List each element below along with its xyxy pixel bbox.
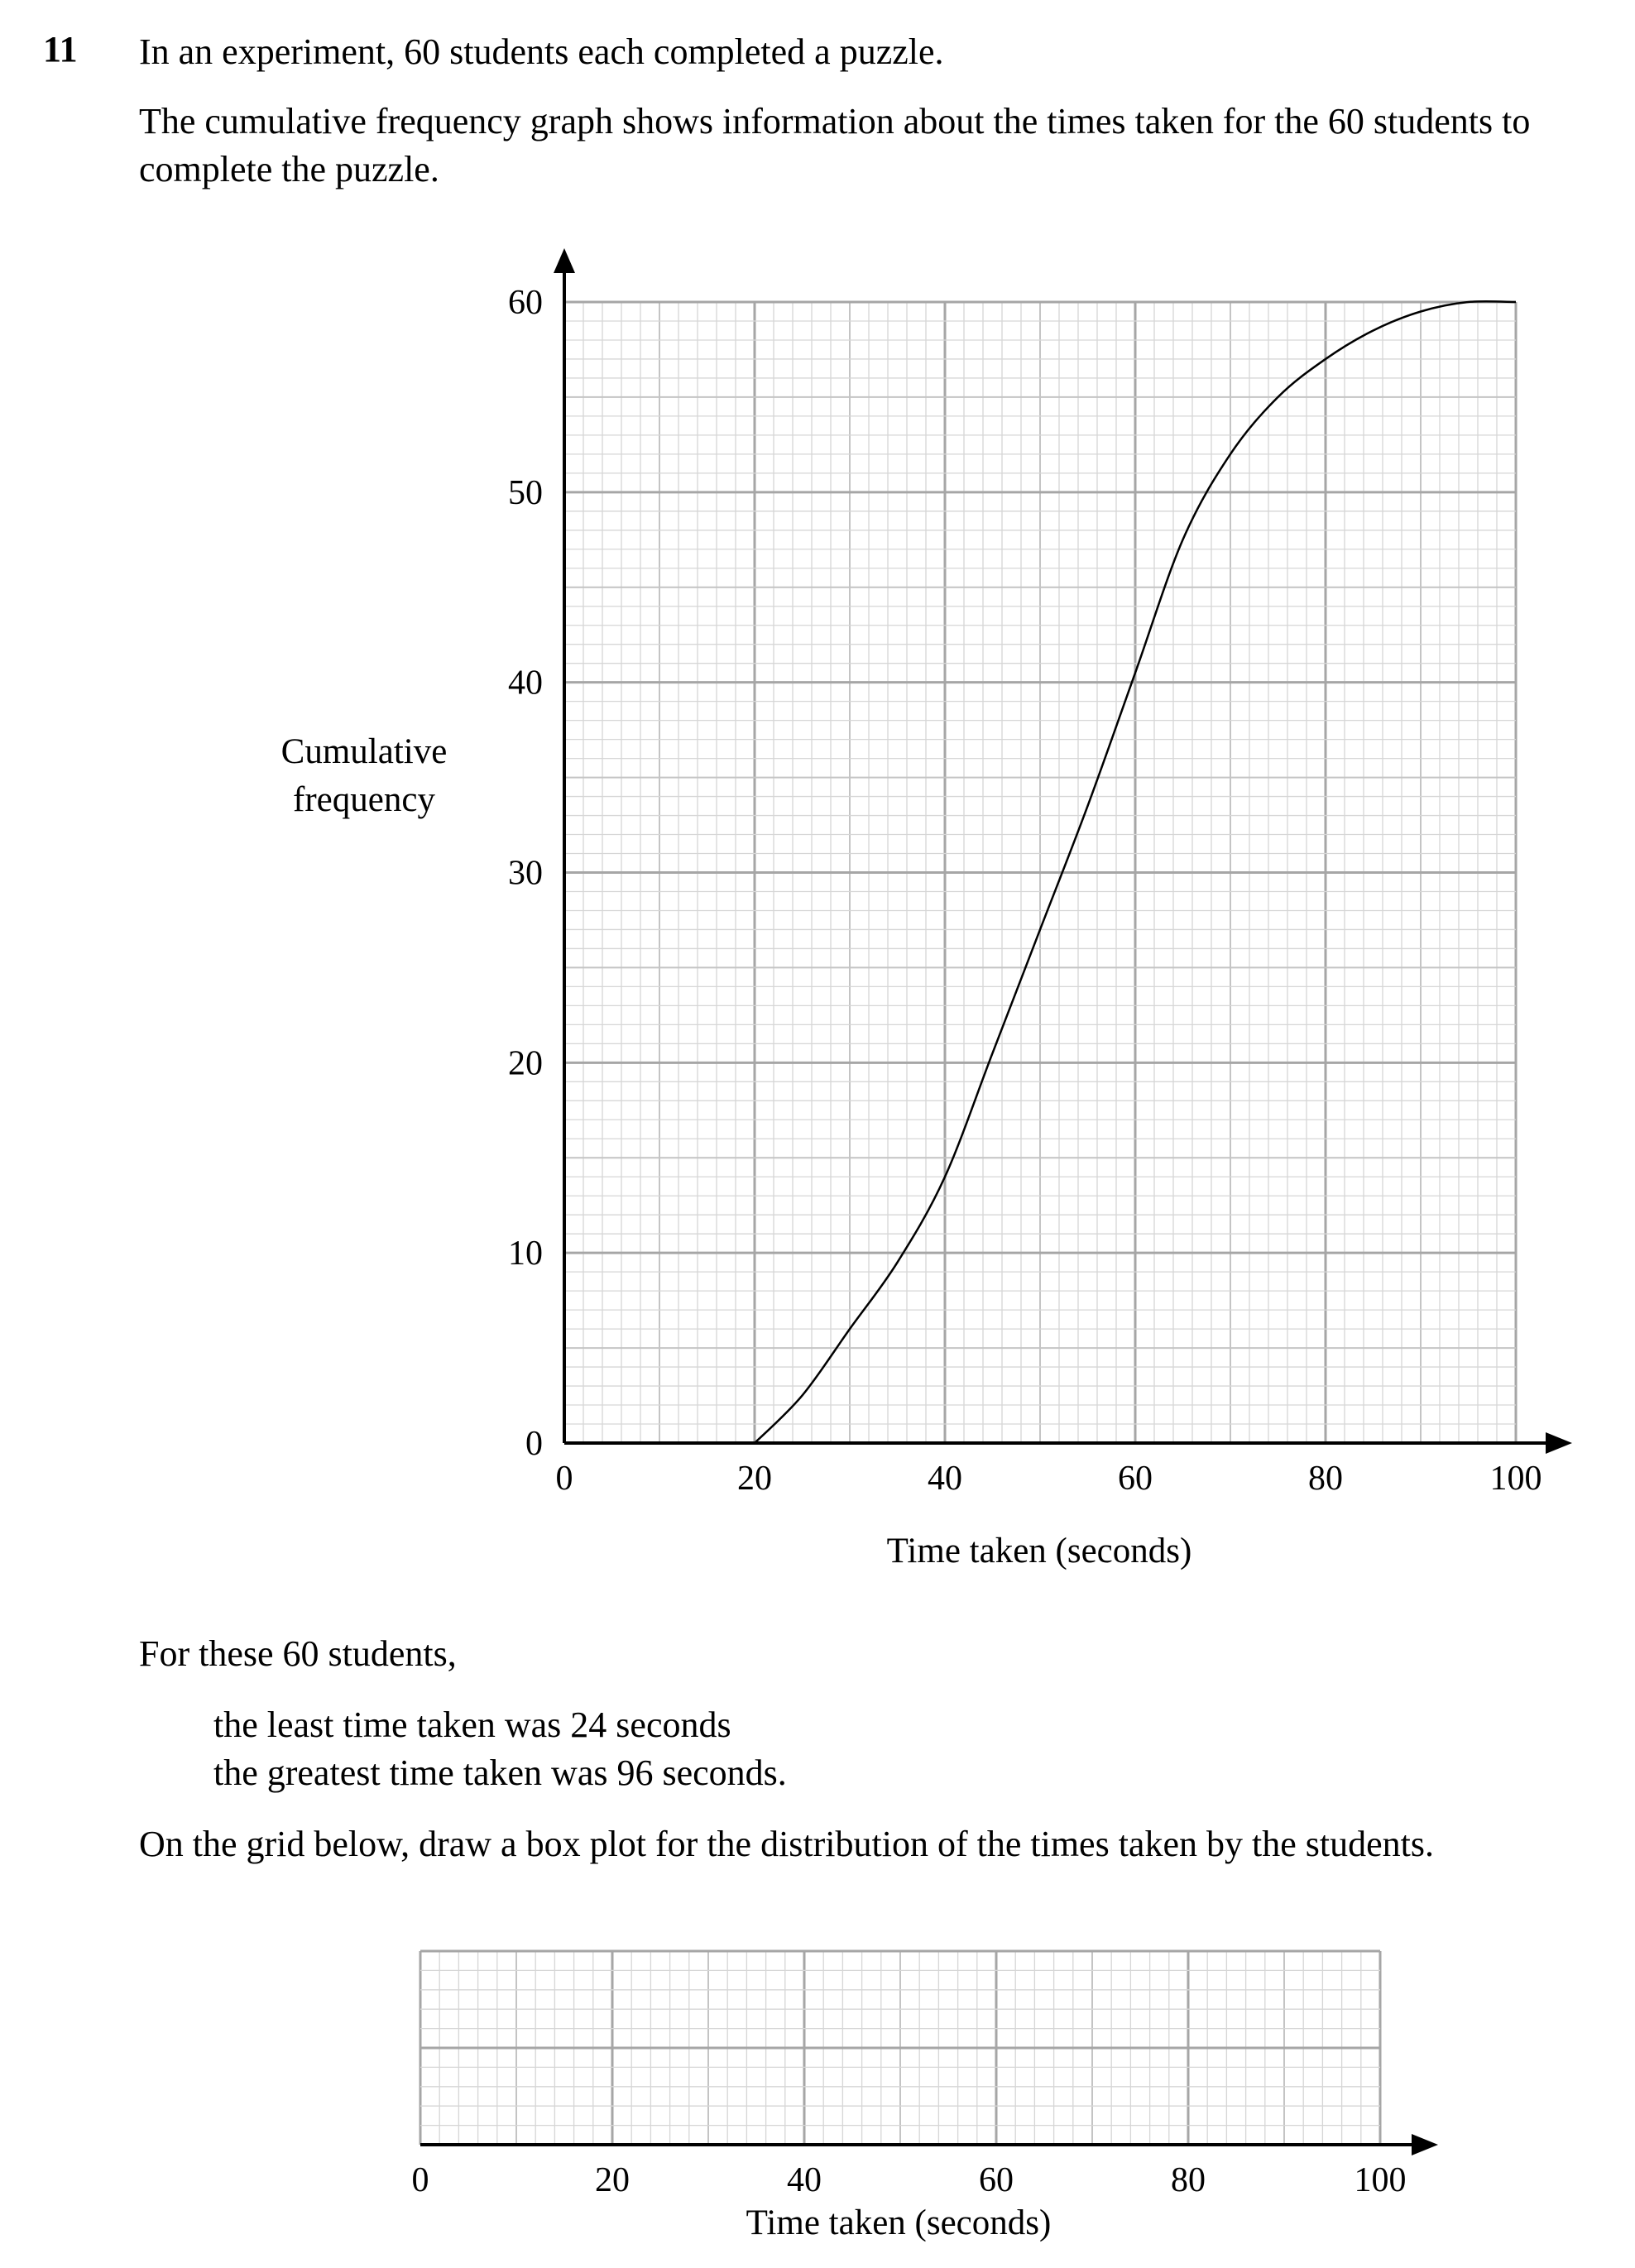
cf-xtick-label: 100 bbox=[1489, 1460, 1542, 1498]
cf-y-axis-arrow bbox=[554, 248, 575, 273]
cf-ylabel-line1: Cumulative bbox=[280, 732, 448, 771]
question-intro: In an experiment, 60 students each completed a puzzle. bbox=[139, 31, 944, 72]
bp-xtick-label: 0 bbox=[411, 2161, 429, 2199]
cf-ytick-label: 0 bbox=[525, 1425, 543, 1463]
cf-tick-labels bbox=[508, 284, 1542, 1498]
cf-x-axis-arrow bbox=[1546, 1432, 1572, 1454]
bp-grid bbox=[420, 1951, 1380, 2145]
for-these-text: For these 60 students, bbox=[139, 1633, 457, 1674]
cf-grid bbox=[564, 302, 1516, 1443]
bp-xtick-label: 80 bbox=[1171, 2161, 1206, 2199]
bp-axes bbox=[420, 2134, 1438, 2155]
bp-xtick-label: 40 bbox=[787, 2161, 822, 2199]
bp-xtick-label: 100 bbox=[1354, 2161, 1407, 2199]
question-number: 11 bbox=[43, 29, 78, 70]
cf-xtick-label: 20 bbox=[737, 1460, 772, 1498]
least-time-text: the least time taken was 24 seconds bbox=[213, 1705, 731, 1745]
cf-axes bbox=[554, 248, 1572, 1454]
cf-ytick-label: 50 bbox=[508, 473, 543, 512]
bp-xtick-label: 60 bbox=[979, 2161, 1014, 2199]
cf-xtick-label: 0 bbox=[555, 1460, 573, 1498]
cf-ytick-label: 40 bbox=[508, 664, 543, 702]
cf-ylabel-line2: frequency bbox=[293, 780, 435, 819]
bp-tick-labels bbox=[412, 2161, 1407, 2199]
instruction-text: On the grid below, draw a box plot for the distribution of the times taken by the students. bbox=[139, 1824, 1434, 1864]
cf-ytick-label: 30 bbox=[508, 854, 543, 893]
cf-xtick-label: 60 bbox=[1118, 1460, 1153, 1498]
cf-xtick-label: 40 bbox=[928, 1460, 962, 1498]
question-description: The cumulative frequency graph shows information about the times taken for the 60 students to complete the puzzle. bbox=[139, 101, 1531, 189]
greatest-time-text: the greatest time taken was 96 seconds. bbox=[213, 1753, 787, 1793]
cf-xtick-label: 80 bbox=[1308, 1460, 1343, 1498]
cf-xlabel: Time taken (seconds) bbox=[886, 1532, 1192, 1570]
cf-ytick-label: 10 bbox=[508, 1235, 543, 1273]
cf-ytick-label: 60 bbox=[508, 284, 543, 322]
bp-xtick-label: 20 bbox=[595, 2161, 630, 2199]
bp-xlabel: Time taken (seconds) bbox=[746, 2203, 1052, 2242]
cf-ytick-label: 20 bbox=[508, 1044, 543, 1083]
bp-x-axis-arrow bbox=[1412, 2134, 1438, 2155]
